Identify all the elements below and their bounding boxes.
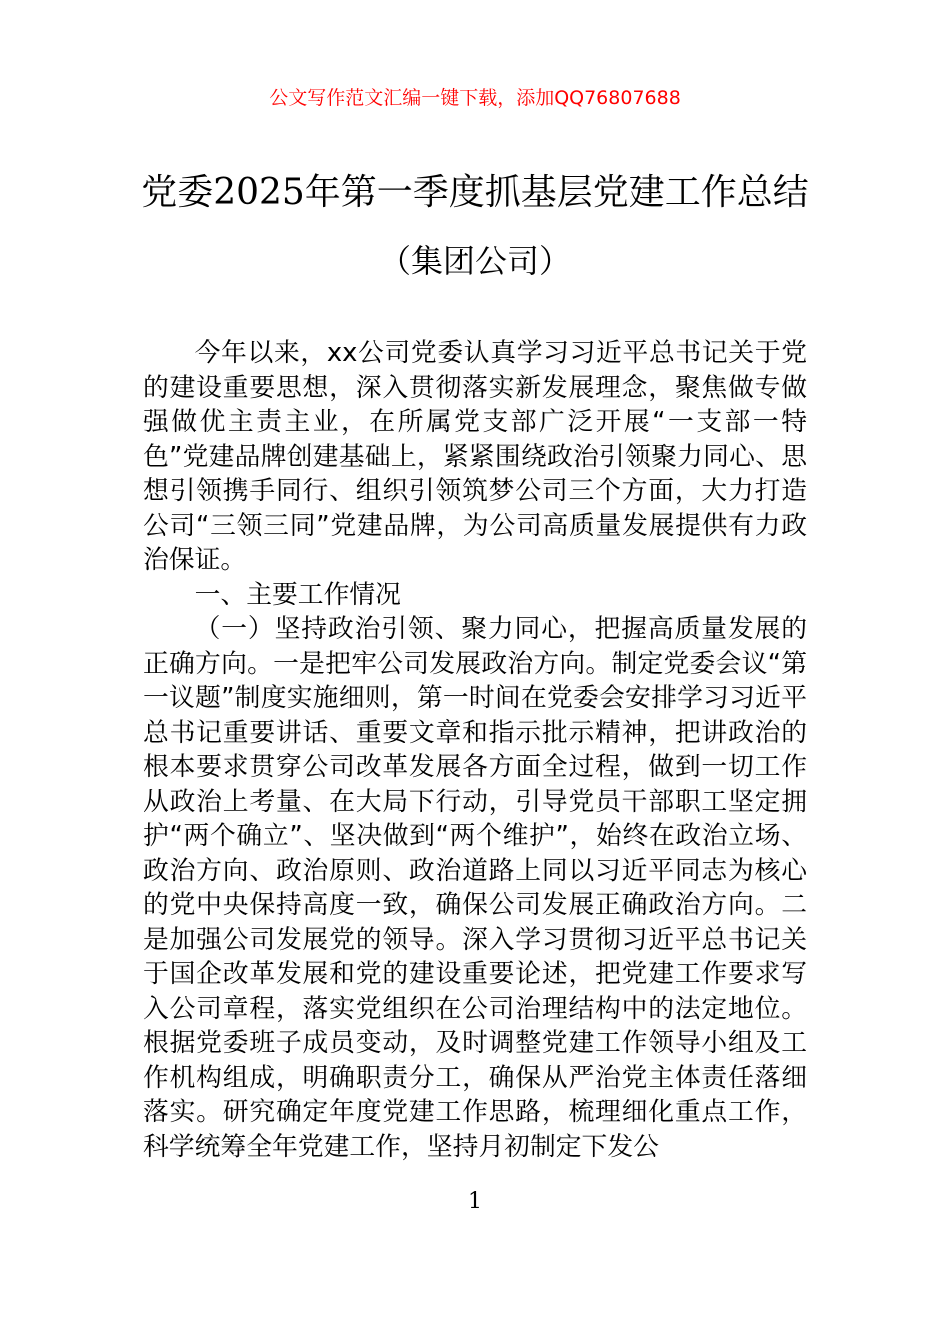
document-title: 党委2025年第一季度抓基层党建工作总结 — [141, 172, 809, 213]
document-subtitle: （集团公司） — [378, 242, 571, 280]
document-body — [143, 336, 807, 1164]
page-number: 1 — [468, 1189, 482, 1214]
section-heading: 一、主要工作情况 — [194, 579, 401, 610]
paragraph-section-1: （一）坚持政治引领、聚力同心，把握高质量发展的正确方向。一是把牢公司发展政治方向。制定党委会议“第一议题”制度实施细则，第一时间在党委会安排学习习近平总书记重要讲话、重要文章和指示批示精神，把讲政治的根本要求贯穿公司改革发展各方面全过程，做到一切工作从政治上考量、在大局下行动，引导党员干部职工坚定拥护“两个确立”、坚决做到“两个维护”，始终在政治立场、政治方向、政治原则、政治道路上同以习近平同志为核心的党中央保持高度一致，确保公司发展正确政治方向。二是加强公司发展党的领导。深入学习贯彻习近平总书记关于国企改革发展和党的建设重要论述，把党建工作要求写入公司章程，落实党组织在公司治理结构中的法定地位。根据党委班子成员变动，及时调整党建工作领导小组及工作机构组成，明确职责分工，确保从严治党主体责任落细落实。研究确定年度党建工作思路，梳理细化重点工作，科学统筹全年党建工作，坚持月初制定下发公 — [143, 614, 807, 1162]
header-note: 公文写作范文汇编一键下载，添加QQ76807688 — [269, 87, 681, 109]
paragraph-intro: 今年以来，xx公司党委认真学习习近平总书记关于党的建设重要思想，深入贯彻落实新发展理念，聚焦做专做强做优主责主业，在所属党支部广泛开展“一支部一特色”党建品牌创建基础上，紧紧围绕政治引领聚力同心、思想引领携手同行、组织引领筑梦公司三个方面，大力打造公司“三领三同”党建品牌，为公司高质量发展提供有力政治保证。 — [143, 338, 807, 575]
